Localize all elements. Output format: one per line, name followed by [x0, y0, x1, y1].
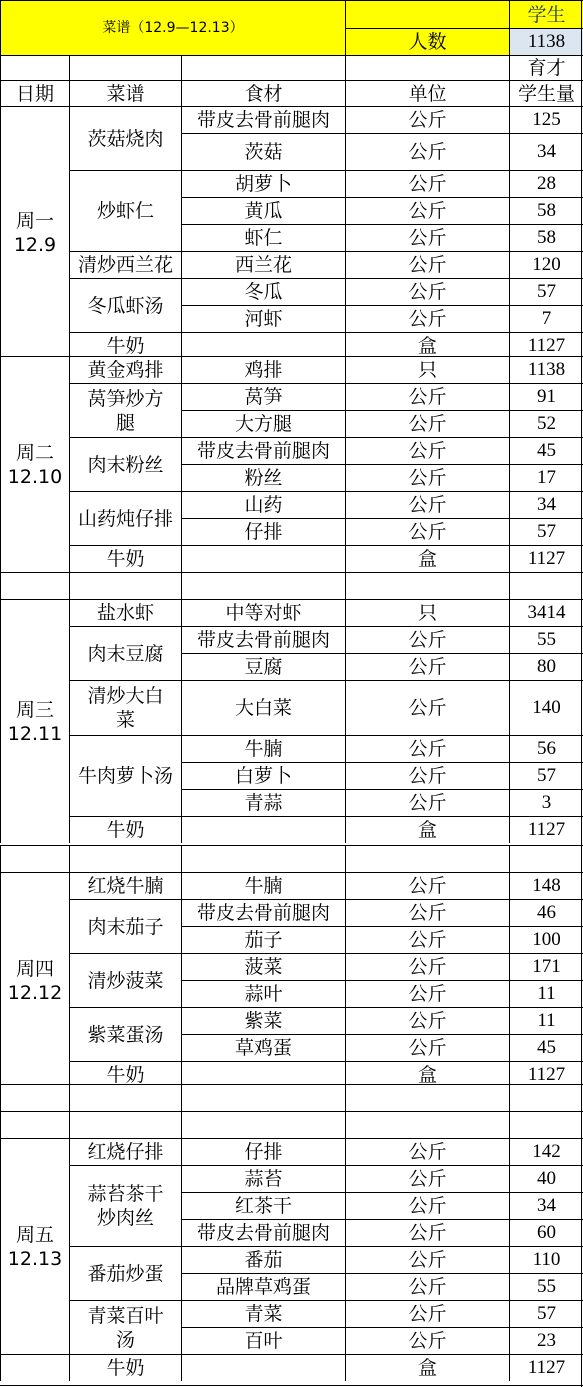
unit-cell[interactable]: 盒 — [345, 816, 509, 843]
quantity-cell[interactable]: 23 — [509, 1327, 583, 1354]
quantity-cell[interactable]: 57 — [509, 518, 583, 545]
dish-name[interactable]: 红烧牛腩 — [69, 872, 181, 899]
quantity-cell[interactable]: 120 — [509, 251, 583, 278]
blank-cell[interactable] — [345, 1111, 509, 1138]
dish-name[interactable]: 牛奶 — [69, 1354, 181, 1381]
ingredient-cell[interactable]: 白萝卜 — [181, 762, 345, 789]
ingredient-cell[interactable]: 带皮去骨前腿肉 — [181, 899, 345, 926]
unit-cell[interactable]: 盒 — [345, 1061, 509, 1088]
top-blank-cell[interactable] — [345, 0, 509, 28]
ingredient-cell[interactable] — [181, 545, 345, 572]
dish-name[interactable]: 牛奶 — [69, 332, 181, 359]
ingredient-cell[interactable]: 蒜叶 — [181, 980, 345, 1007]
unit-cell[interactable]: 公斤 — [345, 1327, 509, 1354]
dish-name[interactable]: 清炒菠菜 — [69, 953, 181, 1007]
quantity-cell[interactable]: 55 — [509, 1273, 583, 1300]
unit-cell[interactable]: 公斤 — [345, 133, 509, 170]
unit-cell[interactable]: 公斤 — [345, 383, 509, 410]
quantity-cell[interactable]: 34 — [509, 491, 583, 518]
ingredient-cell[interactable] — [181, 1061, 345, 1088]
blank-cell[interactable] — [0, 1084, 69, 1111]
ingredient-cell[interactable]: 牛腩 — [181, 872, 345, 899]
dish-name[interactable]: 清炒西兰花 — [69, 251, 181, 278]
quantity-cell[interactable]: 11 — [509, 1007, 583, 1034]
unit-cell[interactable]: 公斤 — [345, 762, 509, 789]
unit-cell[interactable]: 公斤 — [345, 1246, 509, 1273]
ingredient-cell[interactable]: 百叶 — [181, 1327, 345, 1354]
quantity-cell[interactable]: 1127 — [509, 1061, 583, 1088]
unit-cell[interactable]: 公斤 — [345, 1165, 509, 1192]
quantity-cell[interactable]: 1127 — [509, 545, 583, 572]
dish-name[interactable]: 冬瓜虾汤 — [69, 278, 181, 332]
unit-cell[interactable]: 公斤 — [345, 872, 509, 899]
quantity-cell[interactable]: 1127 — [509, 332, 583, 359]
day-label[interactable]: 周五 12.13 — [0, 1138, 69, 1354]
quantity-cell[interactable]: 58 — [509, 224, 583, 251]
blank-cell[interactable] — [345, 845, 509, 872]
unit-cell[interactable]: 公斤 — [345, 437, 509, 464]
unit-cell[interactable]: 公斤 — [345, 251, 509, 278]
ingredient-cell[interactable]: 鸡排 — [181, 356, 345, 383]
dish-name[interactable]: 肉末茄子 — [69, 899, 181, 953]
dish-name[interactable]: 肉末粉丝 — [69, 437, 181, 491]
ingredient-cell[interactable]: 黄瓜 — [181, 197, 345, 224]
ingredient-cell[interactable]: 粉丝 — [181, 464, 345, 491]
dish-name[interactable]: 盐水虾 — [69, 599, 181, 626]
quantity-cell[interactable]: 140 — [509, 680, 583, 735]
quantity-cell[interactable]: 17 — [509, 464, 583, 491]
quantity-cell[interactable]: 40 — [509, 1165, 583, 1192]
dish-name[interactable]: 牛肉萝卜汤 — [69, 735, 181, 816]
ingredient-cell[interactable]: 仔排 — [181, 1138, 345, 1165]
dish-name[interactable]: 蒜苔茶干 炒肉丝 — [69, 1165, 181, 1246]
people-label[interactable]: 人数 — [345, 28, 509, 55]
ingredient-cell[interactable]: 冬瓜 — [181, 278, 345, 305]
quantity-cell[interactable]: 1127 — [509, 816, 583, 843]
dish-name[interactable]: 茨菇烧肉 — [69, 106, 181, 170]
header-students[interactable]: 学生量 — [509, 80, 583, 106]
unit-cell[interactable]: 公斤 — [345, 735, 509, 762]
quantity-cell[interactable]: 100 — [509, 926, 583, 953]
dish-name[interactable]: 牛奶 — [69, 816, 181, 843]
ingredient-cell[interactable]: 带皮去骨前腿肉 — [181, 437, 345, 464]
day-label[interactable]: 周四 12.12 — [0, 872, 69, 1088]
ingredient-cell[interactable] — [181, 332, 345, 359]
blank-cell[interactable] — [181, 572, 345, 599]
student-count[interactable]: 1138 — [509, 28, 583, 55]
ingredient-cell[interactable]: 带皮去骨前腿肉 — [181, 1219, 345, 1246]
ingredient-cell[interactable]: 大白菜 — [181, 680, 345, 735]
unit-cell[interactable]: 公斤 — [345, 1273, 509, 1300]
unit-cell[interactable]: 盒 — [345, 332, 509, 359]
unit-cell[interactable]: 公斤 — [345, 197, 509, 224]
dish-name[interactable]: 红烧仔排 — [69, 1138, 181, 1165]
quantity-cell[interactable]: 28 — [509, 170, 583, 197]
ingredient-cell[interactable]: 大方腿 — [181, 410, 345, 437]
ingredient-cell[interactable]: 番茄 — [181, 1246, 345, 1273]
blank-cell[interactable] — [181, 1084, 345, 1111]
quantity-cell[interactable]: 34 — [509, 1192, 583, 1219]
ingredient-cell[interactable] — [181, 1354, 345, 1381]
blank-cell[interactable] — [0, 572, 69, 599]
quantity-cell[interactable]: 171 — [509, 953, 583, 980]
ingredient-cell[interactable]: 青蒜 — [181, 789, 345, 816]
ingredient-cell[interactable]: 带皮去骨前腿肉 — [181, 106, 345, 133]
dish-name[interactable]: 紫菜蛋汤 — [69, 1007, 181, 1061]
unit-cell[interactable]: 公斤 — [345, 491, 509, 518]
day-label[interactable]: 周一 12.9 — [0, 106, 69, 359]
quantity-cell[interactable]: 57 — [509, 278, 583, 305]
unit-cell[interactable]: 公斤 — [345, 1219, 509, 1246]
blank-cell[interactable] — [509, 572, 583, 599]
dish-name[interactable]: 番茄炒蛋 — [69, 1246, 181, 1300]
menu-title[interactable]: 菜谱（12.9—12.13） — [0, 0, 345, 55]
quantity-cell[interactable]: 60 — [509, 1219, 583, 1246]
ingredient-cell[interactable]: 西兰花 — [181, 251, 345, 278]
student-top-label[interactable]: 学生 — [509, 0, 583, 28]
header-unit[interactable]: 单位 — [345, 80, 509, 106]
unit-cell[interactable]: 只 — [345, 599, 509, 626]
unit-cell[interactable]: 公斤 — [345, 170, 509, 197]
quantity-cell[interactable]: 3 — [509, 789, 583, 816]
ingredient-cell[interactable]: 红茶干 — [181, 1192, 345, 1219]
ingredient-cell[interactable]: 青菜 — [181, 1300, 345, 1327]
dish-name[interactable]: 莴笋炒方 腿 — [69, 383, 181, 437]
ingredient-cell[interactable]: 草鸡蛋 — [181, 1034, 345, 1061]
unit-cell[interactable]: 公斤 — [345, 980, 509, 1007]
unit-cell[interactable]: 公斤 — [345, 653, 509, 680]
quantity-cell[interactable]: 7 — [509, 305, 583, 332]
blank-cell[interactable] — [509, 1111, 583, 1138]
unit-cell[interactable]: 公斤 — [345, 1007, 509, 1034]
blank-cell[interactable] — [345, 55, 509, 80]
blank-cell[interactable] — [0, 1111, 69, 1138]
unit-cell[interactable]: 公斤 — [345, 626, 509, 653]
day-label[interactable]: 周三 12.11 — [0, 599, 69, 843]
blank-cell[interactable] — [0, 1354, 69, 1381]
dish-name[interactable]: 黄金鸡排 — [69, 356, 181, 383]
blank-cell[interactable] — [345, 1084, 509, 1111]
quantity-cell[interactable]: 91 — [509, 383, 583, 410]
ingredient-cell[interactable]: 带皮去骨前腿肉 — [181, 626, 345, 653]
dish-name[interactable]: 清炒大白 菜 — [69, 680, 181, 735]
quantity-cell[interactable]: 80 — [509, 653, 583, 680]
header-dish[interactable]: 菜谱 — [69, 80, 181, 106]
quantity-cell[interactable]: 125 — [509, 106, 583, 133]
ingredient-cell[interactable] — [181, 816, 345, 843]
blank-cell[interactable] — [69, 1111, 181, 1138]
blank-cell[interactable] — [345, 572, 509, 599]
unit-cell[interactable]: 盒 — [345, 1354, 509, 1381]
dish-name[interactable]: 山药炖仔排 — [69, 491, 181, 545]
blank-cell[interactable] — [69, 572, 181, 599]
quantity-cell[interactable]: 58 — [509, 197, 583, 224]
unit-cell[interactable]: 公斤 — [345, 1192, 509, 1219]
ingredient-cell[interactable]: 牛腩 — [181, 735, 345, 762]
dish-name[interactable]: 牛奶 — [69, 1061, 181, 1088]
blank-cell[interactable] — [509, 845, 583, 872]
blank-cell[interactable] — [69, 55, 181, 80]
ingredient-cell[interactable]: 中等对虾 — [181, 599, 345, 626]
quantity-cell[interactable]: 3414 — [509, 599, 583, 626]
quantity-cell[interactable]: 52 — [509, 410, 583, 437]
blank-cell[interactable] — [181, 55, 345, 80]
unit-cell[interactable]: 公斤 — [345, 278, 509, 305]
quantity-cell[interactable]: 57 — [509, 762, 583, 789]
quantity-cell[interactable]: 1127 — [509, 1354, 583, 1381]
unit-cell[interactable]: 公斤 — [345, 224, 509, 251]
quantity-cell[interactable]: 56 — [509, 735, 583, 762]
dish-name[interactable]: 牛奶 — [69, 545, 181, 572]
unit-cell[interactable]: 公斤 — [345, 1300, 509, 1327]
unit-cell[interactable]: 盒 — [345, 545, 509, 572]
ingredient-cell[interactable]: 虾仁 — [181, 224, 345, 251]
ingredient-cell[interactable]: 豆腐 — [181, 653, 345, 680]
dish-name[interactable]: 青菜百叶 汤 — [69, 1300, 181, 1354]
blank-cell[interactable] — [0, 55, 69, 80]
ingredient-cell[interactable]: 茄子 — [181, 926, 345, 953]
ingredient-cell[interactable]: 蒜苔 — [181, 1165, 345, 1192]
blank-cell[interactable] — [509, 1084, 583, 1111]
unit-cell[interactable]: 公斤 — [345, 1034, 509, 1061]
unit-cell[interactable]: 公斤 — [345, 789, 509, 816]
unit-cell[interactable]: 公斤 — [345, 899, 509, 926]
quantity-cell[interactable]: 11 — [509, 980, 583, 1007]
unit-cell[interactable]: 公斤 — [345, 926, 509, 953]
quantity-cell[interactable]: 45 — [509, 1034, 583, 1061]
unit-cell[interactable]: 公斤 — [345, 518, 509, 545]
ingredient-cell[interactable]: 紫菜 — [181, 1007, 345, 1034]
quantity-cell[interactable]: 110 — [509, 1246, 583, 1273]
quantity-cell[interactable]: 57 — [509, 1300, 583, 1327]
quantity-cell[interactable]: 148 — [509, 872, 583, 899]
ingredient-cell[interactable]: 茨菇 — [181, 133, 345, 170]
header-date[interactable]: 日期 — [0, 80, 69, 106]
ingredient-cell[interactable]: 菠菜 — [181, 953, 345, 980]
unit-cell[interactable]: 公斤 — [345, 305, 509, 332]
day-label[interactable]: 周二 12.10 — [0, 356, 69, 572]
quantity-cell[interactable]: 142 — [509, 1138, 583, 1165]
header-top-right[interactable]: 育才 — [509, 55, 583, 80]
unit-cell[interactable]: 公斤 — [345, 106, 509, 133]
ingredient-cell[interactable]: 仔排 — [181, 518, 345, 545]
dish-name[interactable]: 肉末豆腐 — [69, 626, 181, 680]
blank-cell[interactable] — [69, 845, 181, 872]
unit-cell[interactable]: 公斤 — [345, 410, 509, 437]
quantity-cell[interactable]: 46 — [509, 899, 583, 926]
ingredient-cell[interactable]: 莴笋 — [181, 383, 345, 410]
quantity-cell[interactable]: 45 — [509, 437, 583, 464]
unit-cell[interactable]: 只 — [345, 356, 509, 383]
blank-cell[interactable] — [0, 845, 69, 872]
quantity-cell[interactable]: 55 — [509, 626, 583, 653]
unit-cell[interactable]: 公斤 — [345, 1138, 509, 1165]
dish-name[interactable]: 炒虾仁 — [69, 170, 181, 251]
ingredient-cell[interactable]: 山药 — [181, 491, 345, 518]
header-ingredient[interactable]: 食材 — [181, 80, 345, 106]
unit-cell[interactable]: 公斤 — [345, 464, 509, 491]
quantity-cell[interactable]: 34 — [509, 133, 583, 170]
quantity-cell[interactable]: 1138 — [509, 356, 583, 383]
blank-cell[interactable] — [69, 1084, 181, 1111]
ingredient-cell[interactable]: 河虾 — [181, 305, 345, 332]
unit-cell[interactable]: 公斤 — [345, 953, 509, 980]
unit-cell[interactable]: 公斤 — [345, 680, 509, 735]
ingredient-cell[interactable]: 品牌草鸡蛋 — [181, 1273, 345, 1300]
blank-cell[interactable] — [181, 1111, 345, 1138]
blank-cell[interactable] — [181, 845, 345, 872]
ingredient-cell[interactable]: 胡萝卜 — [181, 170, 345, 197]
